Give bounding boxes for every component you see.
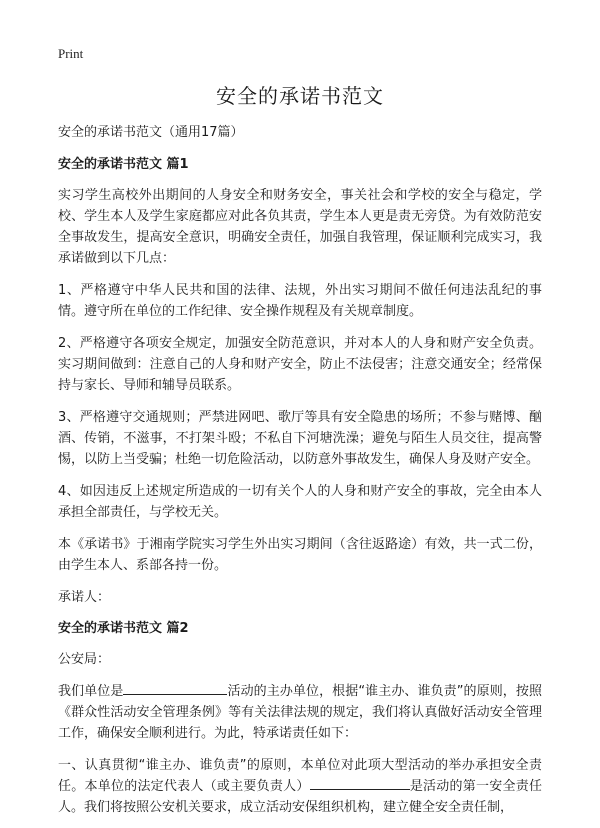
print-link[interactable]: Print bbox=[58, 46, 84, 61]
paragraph-text: 我们单位是 bbox=[58, 684, 124, 699]
paragraph bbox=[58, 681, 542, 744]
signature-line: 承诺人： bbox=[58, 590, 111, 605]
paragraph: 本《承诺书》于湘南学院实习学生外出实习期间（含往返路途）有效，共一式二份，由学生本人、系部各持一份。 bbox=[58, 537, 542, 573]
paragraph: 2、严格遵守各项安全规定，加强安全防范意识，并对本人的人身和财产安全负责。实习期间做到：注意自己的人身和财产安全，防止不法侵害；注意交通安全；经常保持与家长、导师和辅导员联系。 bbox=[58, 336, 542, 393]
fill-in-blank bbox=[123, 682, 227, 695]
paragraph-text: 一、认真贯彻“谁主办、谁负责”的原则，本单位对此项大型活动的举办承担安全责任。本单位的法定代表人（或主要负责人） bbox=[58, 758, 542, 794]
document-title: 安全的承诺书范文 bbox=[216, 84, 384, 108]
paragraph bbox=[58, 755, 542, 818]
section-heading-2: 安全的承诺书范文 篇2 bbox=[58, 621, 189, 636]
paragraph-text: 活动的主办单位，根据“谁主办、谁负责”的原则，按照《群众性活动安全管理条例》等有关法律法规的规定，我们将认真做好活动安全管理工作，确保安全顺利进行。为此，特承诺责任如下： bbox=[58, 684, 542, 741]
paragraph: 公安局： bbox=[58, 652, 111, 667]
paragraph-text: 是活动的第一安全责任人。我们将按照公安机关要求，成立活动安保组织机构，建立健全安全责任制， bbox=[58, 779, 542, 815]
paragraph: 1、严格遵守中华人民共和国的法律、法规，外出实习期间不做任何违法乱纪的事情。遵守所在单位的工作纪律、安全操作规程及有关规章制度。 bbox=[58, 283, 542, 319]
paragraph: 4、如因违反上述规定所造成的一切有关个人的人身和财产安全的事故，完全由本人承担全部责任，与学校无关。 bbox=[58, 484, 542, 520]
fill-in-blank bbox=[310, 777, 410, 790]
paragraph: 3、严格遵守交通规则；严禁进网吧、歌厅等具有安全隐患的场所；不参与赌博、酗酒、传销，不滋事，不打架斗殴；不私自下河塘洗澡；避免与陌生人员交往，提高警惕，以防上当受骗；杜绝一切危险活动，以防意外事故发生，确保人身及财产安全。 bbox=[58, 410, 542, 467]
paragraph: 实习学生高校外出期间的人身安全和财务安全，事关社会和学校的安全与稳定，学校、学生本人及学生家庭都应对此各负其责，学生本人更是责无旁贷。为有效防范安全事故发生，提高安全意识，明确安全责任，加强自我管理，保证顺利完成实习，我承诺做到以下几点： bbox=[58, 188, 542, 266]
section-heading-1: 安全的承诺书范文 篇1 bbox=[58, 157, 189, 172]
document-subtitle: 安全的承诺书范文（通用17篇） bbox=[58, 125, 244, 140]
